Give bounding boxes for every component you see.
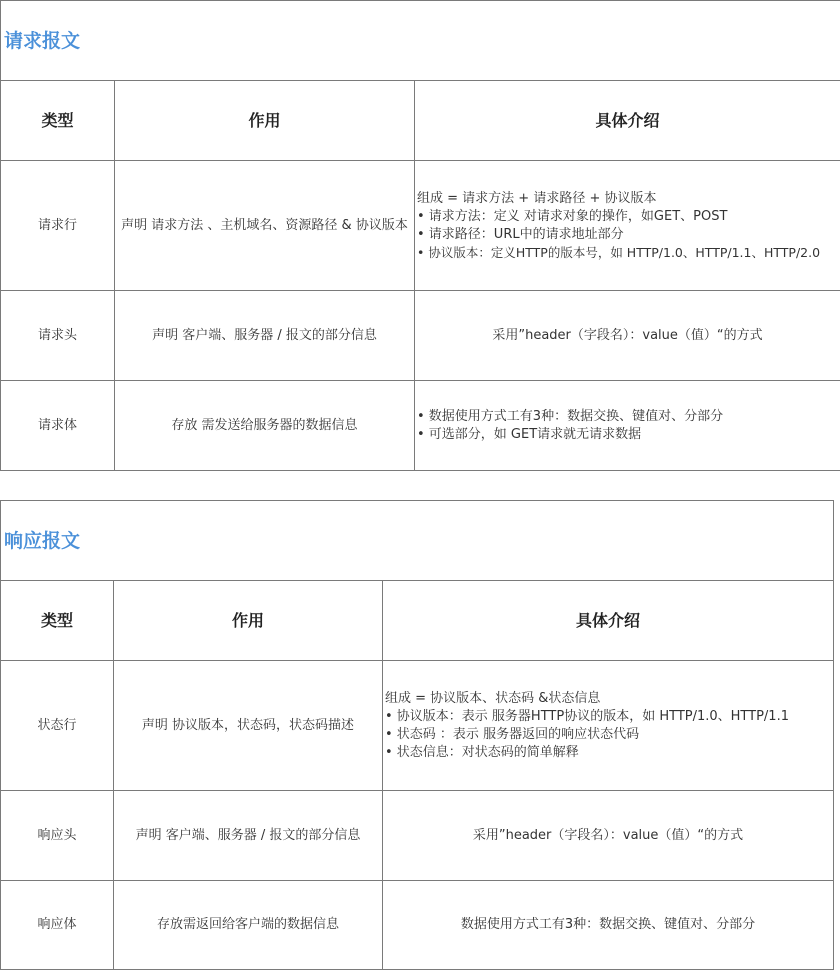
detail-line: • 协议版本：定义HTTP的版本号，如 HTTP/1.0、HTTP/1.1、HTTP/2.0 — [417, 244, 821, 260]
table-row — [1, 381, 840, 471]
response-message-table — [0, 500, 834, 970]
request-header-type: 类型 — [1, 81, 115, 161]
table-row — [1, 791, 834, 881]
response-header-role: 作用 — [114, 581, 383, 661]
row-detail — [383, 791, 834, 881]
table-row — [1, 161, 840, 291]
row-type: 请求头 — [1, 291, 115, 381]
request-section-title: 请求报文 — [1, 1, 840, 81]
detail-line: 采用”header（字段名）：value（值）“的方式 — [492, 327, 763, 343]
response-section-title: 响应报文 — [1, 501, 834, 581]
detail-line: • 请求方法：定义 对请求对象的操作，如GET、POST — [417, 208, 728, 224]
response-header-detail: 具体介绍 — [383, 581, 834, 661]
row-detail — [415, 291, 840, 381]
row-detail — [383, 661, 834, 791]
row-type: 请求体 — [1, 381, 115, 471]
row-type: 状态行 — [1, 661, 114, 791]
response-message-section — [0, 500, 840, 970]
detail-line: 组成 = 请求方法 + 请求路径 + 协议版本 — [417, 190, 657, 206]
request-message-section — [0, 0, 840, 470]
row-role: 存放 需发送给服务器的数据信息 — [115, 381, 415, 471]
request-message-table — [0, 0, 840, 471]
row-type: 请求行 — [1, 161, 115, 291]
detail-line: • 状态信息：对状态码的简单解释 — [385, 744, 579, 760]
row-role: 存放需返回给客户端的数据信息 — [114, 881, 383, 970]
table-row — [1, 291, 840, 381]
detail-line: 组成 = 协议版本、状态码 &状态信息 — [385, 690, 601, 706]
row-role: 声明 客户端、服务器 / 报文的部分信息 — [114, 791, 383, 881]
detail-line: • 请求路径：URL中的请求地址部分 — [417, 226, 624, 242]
row-type: 响应体 — [1, 881, 114, 970]
request-header-role: 作用 — [115, 81, 415, 161]
row-detail — [415, 161, 840, 291]
row-detail — [415, 381, 840, 471]
table-row — [1, 661, 834, 791]
row-role: 声明 协议版本，状态码，状态码描述 — [114, 661, 383, 791]
detail-line: • 协议版本：表示 服务器HTTP协议的版本，如 HTTP/1.0、HTTP/1.1 — [385, 708, 789, 724]
row-type: 响应头 — [1, 791, 114, 881]
row-role: 声明 客户端、服务器 / 报文的部分信息 — [115, 291, 415, 381]
detail-line: 采用”header（字段名）：value（值）“的方式 — [472, 827, 744, 843]
table-row — [1, 881, 834, 970]
detail-line: 数据使用方式工有3种：数据交换、键值对、分部分 — [460, 917, 756, 932]
row-role: 声明 请求方法 、主机域名、资源路径 & 协议版本 — [115, 161, 415, 291]
detail-line: • 状态码 ：表示 服务器返回的响应状态代码 — [385, 726, 640, 742]
row-detail — [383, 881, 834, 970]
detail-line: • 可选部分，如 GET请求就无请求数据 — [417, 426, 642, 442]
detail-line: • 数据使用方式工有3种：数据交换、键值对、分部分 — [417, 408, 724, 424]
response-header-type: 类型 — [1, 581, 114, 661]
request-header-detail: 具体介绍 — [415, 81, 840, 161]
